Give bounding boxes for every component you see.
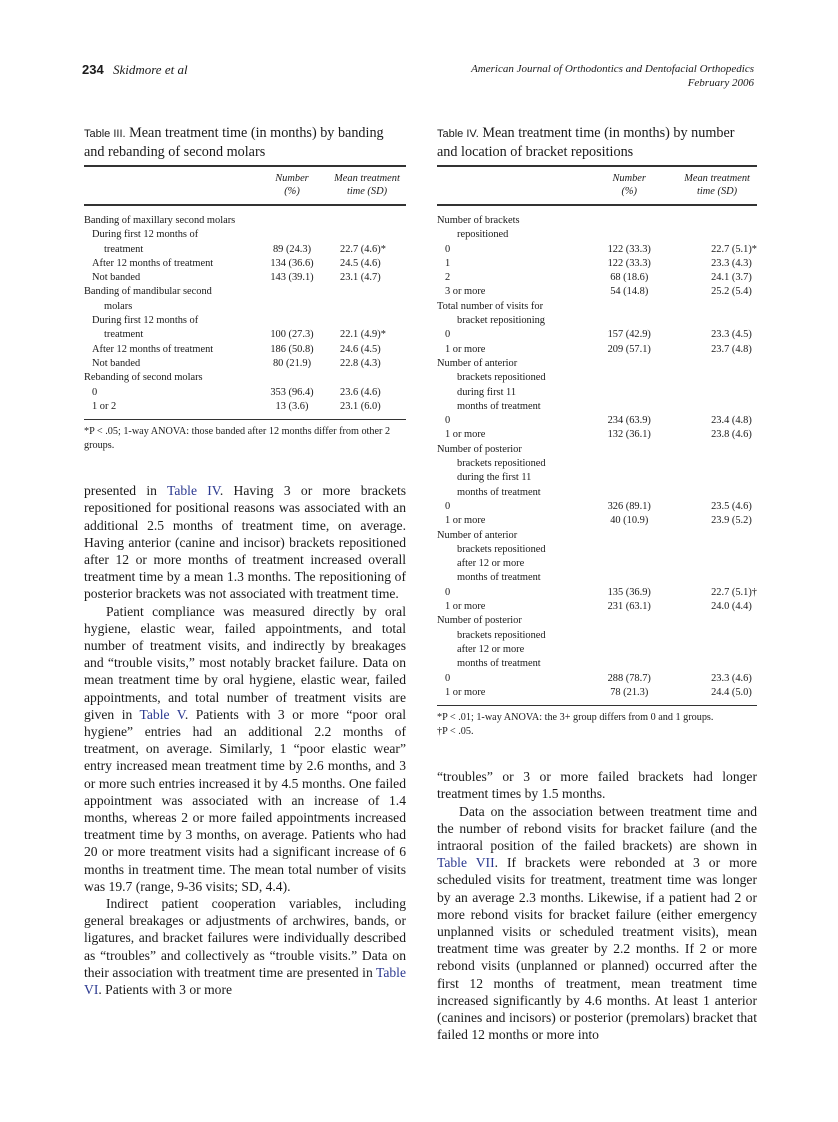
- table-row: [84, 228, 406, 242]
- table-iv-header-number: Number (%): [581, 166, 677, 205]
- row-mean-time: 23.7 (4.8): [711, 343, 752, 355]
- row-number: 209 (57.1): [607, 343, 651, 355]
- row-label: months of treatment: [457, 658, 541, 670]
- row-number: 80 (21.9): [272, 357, 312, 369]
- table-row: [437, 543, 757, 557]
- row-label: bracket repositioning: [457, 315, 546, 327]
- row-mean-time: 22.1 (4.9)*: [340, 329, 386, 341]
- row-mean-time: [677, 614, 757, 628]
- row-number: 40 (10.9): [610, 515, 649, 527]
- paragraph: “troubles” or 3 or more failed brackets had longer treatment times by 1.5 months.: [437, 769, 757, 802]
- table-row: [437, 586, 757, 600]
- journal-name: American Journal of Orthodontics and Dentofacial Orthopedics: [471, 63, 754, 75]
- table-row: [437, 571, 757, 585]
- table-iv-header-mean: Mean treatment time (SD): [677, 166, 757, 205]
- table-row: [84, 285, 406, 299]
- row-number: [581, 629, 677, 643]
- row-label: molars: [104, 300, 133, 312]
- row-number: [581, 557, 677, 571]
- row-label: Not banded: [92, 357, 141, 369]
- table-row: [437, 400, 757, 414]
- row-mean-time: [677, 457, 757, 471]
- table-row: [84, 343, 406, 357]
- row-label: 3 or more: [445, 286, 486, 298]
- table-row: [437, 643, 757, 657]
- row-label: brackets repositioned: [457, 458, 546, 470]
- row-number: [581, 357, 677, 371]
- row-number: [581, 400, 677, 414]
- row-mean-time: [677, 228, 757, 242]
- row-number: [581, 205, 677, 228]
- table-row: [84, 243, 406, 257]
- row-label: brackets repositioned: [457, 543, 546, 555]
- row-number: [581, 457, 677, 471]
- table-iv-caption-text: Mean treatment time (in months) by number and location of bracket repositions: [437, 125, 735, 160]
- row-number: [581, 543, 677, 557]
- journal-issue: February 2006: [687, 77, 754, 89]
- row-label: Banding of maxillary second molars: [84, 215, 236, 226]
- table-row: [437, 514, 757, 528]
- row-label: Number of posterior: [437, 615, 522, 627]
- row-number: 13 (3.6): [256, 400, 328, 420]
- table-iv-caption: [437, 124, 757, 161]
- row-label: 1 or more: [437, 686, 581, 706]
- row-number: 157 (42.9): [607, 329, 651, 341]
- row-mean-time: 23.1 (6.0): [328, 400, 406, 420]
- row-number: [581, 529, 677, 543]
- row-mean-time: [677, 643, 757, 657]
- row-label: during the first 11: [457, 472, 532, 484]
- row-number: 326 (89.1): [607, 500, 651, 512]
- row-mean-time: [677, 443, 757, 457]
- table-row: [84, 314, 406, 328]
- row-number: [581, 471, 677, 485]
- row-mean-time: 23.3 (4.6): [711, 672, 752, 684]
- table-row: [84, 357, 406, 371]
- row-mean-time: [677, 386, 757, 400]
- table-row: [437, 357, 757, 371]
- table-iv-link[interactable]: Table IV: [166, 483, 220, 499]
- table-row: [437, 486, 757, 500]
- row-mean-time: 24.5 (4.6): [340, 257, 381, 269]
- row-number: [581, 300, 677, 314]
- table-iii-grid: [84, 165, 406, 420]
- table-iii-caption: [84, 124, 406, 161]
- row-mean-time: [677, 471, 757, 485]
- row-label: Number of anterior: [437, 529, 518, 541]
- row-label: months of treatment: [457, 400, 541, 412]
- row-label: after 12 or more: [457, 558, 525, 570]
- row-label: After 12 months of treatment: [92, 257, 214, 269]
- table-row: [437, 228, 757, 242]
- table-row: [437, 600, 757, 614]
- row-mean-time: [677, 629, 757, 643]
- table-iii-label: Table III.: [84, 128, 126, 140]
- row-number: [581, 371, 677, 385]
- row-number: 231 (63.1): [607, 601, 651, 613]
- row-number: [581, 643, 677, 657]
- row-mean-time: [328, 285, 406, 299]
- table-row: [437, 657, 757, 671]
- row-number: [256, 314, 328, 328]
- row-number: 353 (96.4): [270, 386, 314, 398]
- row-label: 0: [445, 243, 451, 255]
- table-row: [437, 343, 757, 357]
- row-mean-time: 22.8 (4.3): [340, 357, 381, 369]
- row-mean-time: [677, 557, 757, 571]
- row-mean-time: [677, 543, 757, 557]
- table-row: [437, 557, 757, 571]
- row-mean-time: 23.9 (5.2): [711, 515, 752, 527]
- row-mean-time: [328, 371, 406, 385]
- table-row: [437, 672, 757, 686]
- row-number: 288 (78.7): [607, 672, 651, 684]
- table-iii-caption-text: Mean treatment time (in months) by banding and rebanding of second molars: [84, 125, 384, 160]
- row-mean-time: 24.1 (3.7): [711, 272, 752, 284]
- row-mean-time: 22.7 (4.6)*: [340, 243, 386, 255]
- row-mean-time: 24.6 (4.5): [340, 343, 381, 355]
- table-row: [437, 328, 757, 342]
- row-number: [256, 300, 328, 314]
- row-number: [581, 314, 677, 328]
- row-label: 2: [445, 272, 451, 284]
- table-iii: [84, 124, 406, 453]
- table-row: [84, 328, 406, 342]
- table-vi-link[interactable]: Table VI: [84, 964, 406, 998]
- row-mean-time: [328, 314, 406, 328]
- row-label: brackets repositioned: [457, 372, 546, 384]
- row-mean-time: [677, 657, 757, 671]
- row-mean-time: [677, 486, 757, 500]
- row-number: [581, 386, 677, 400]
- table-row: [437, 443, 757, 457]
- row-number: 132 (36.1): [607, 429, 651, 441]
- row-label: months of treatment: [457, 572, 541, 584]
- row-number: [581, 614, 677, 628]
- row-number: 134 (36.6): [270, 257, 314, 269]
- table-row: [437, 371, 757, 385]
- row-mean-time: [677, 571, 757, 585]
- table-row: [437, 243, 757, 257]
- row-mean-time: [677, 371, 757, 385]
- table-iv: [437, 124, 757, 739]
- row-number: [581, 657, 677, 671]
- row-label: months of treatment: [457, 486, 541, 498]
- table-row: [437, 457, 757, 471]
- row-number: 78 (21.3): [581, 686, 677, 706]
- row-mean-time: [677, 529, 757, 543]
- row-label: 1 or more: [445, 601, 486, 613]
- row-mean-time: 23.1 (4.7): [340, 272, 381, 284]
- table-row: [437, 285, 757, 299]
- table-row: [437, 386, 757, 400]
- table-row: [84, 205, 406, 228]
- row-mean-time: 23.4 (4.8): [711, 415, 752, 427]
- row-number: [581, 571, 677, 585]
- row-number: [581, 443, 677, 457]
- table-row: [84, 257, 406, 271]
- table-row: [437, 414, 757, 428]
- row-label: 1 or more: [445, 429, 486, 441]
- row-label: 0: [92, 386, 98, 398]
- row-number: 122 (33.3): [607, 243, 651, 255]
- row-mean-time: [677, 300, 757, 314]
- row-number: [256, 228, 328, 242]
- table-iii-footnote: *P < .05; 1-way ANOVA: those banded after 12 months differ from other 2 groups.: [84, 426, 391, 452]
- table-row: [437, 686, 757, 706]
- table-row: [437, 428, 757, 442]
- row-label: 1: [445, 257, 451, 269]
- row-mean-time: 23.8 (4.6): [711, 429, 752, 441]
- table-iv-grid: [437, 165, 757, 706]
- page-number: 234: [82, 62, 104, 77]
- table-row: [437, 614, 757, 628]
- row-label: brackets repositioned: [457, 629, 546, 641]
- table-row: [437, 257, 757, 271]
- right-body-text: [437, 768, 757, 1043]
- row-label: 1 or more: [445, 343, 486, 355]
- table-row: [437, 271, 757, 285]
- table-iv-header-label: [437, 166, 581, 205]
- table-iv-footnote-2: †P < .05.: [437, 726, 474, 738]
- table-iv-footnote-1: *P < .01; 1-way ANOVA: the 3+ group differs from 0 and 1 groups.: [437, 712, 714, 724]
- row-label: repositioned: [457, 229, 509, 241]
- row-label: After 12 months of treatment: [92, 343, 214, 355]
- row-number: [256, 285, 328, 299]
- row-label: 1 or more: [445, 515, 486, 527]
- row-mean-time: 24.0 (4.4): [711, 601, 752, 613]
- table-row: [437, 314, 757, 328]
- table-iv-footnotes: [437, 711, 757, 739]
- table-v-link[interactable]: Table V: [139, 706, 185, 722]
- table-iii-body: [84, 205, 406, 420]
- table-iv-label: Table IV.: [437, 128, 479, 140]
- row-label: 0: [445, 672, 451, 684]
- row-label: 1 or 2: [84, 400, 256, 420]
- row-number: [256, 371, 328, 385]
- table-row: [84, 371, 406, 385]
- running-header-left: [82, 62, 188, 78]
- row-label: Not banded: [92, 272, 141, 284]
- table-row: [437, 629, 757, 643]
- row-mean-time: [328, 300, 406, 314]
- left-column: [84, 124, 406, 998]
- table-row: [437, 529, 757, 543]
- row-label: Number of anterior: [437, 357, 518, 369]
- table-iii-header-mean: Mean treatment time (SD): [328, 166, 406, 205]
- row-mean-time: 23.6 (4.6): [340, 386, 381, 398]
- row-mean-time: 23.3 (4.3): [711, 257, 752, 269]
- row-number: 54 (14.8): [610, 286, 649, 298]
- running-header-right: [471, 62, 754, 90]
- right-column: [437, 124, 757, 1043]
- row-number: 135 (36.9): [607, 586, 651, 598]
- row-number: 68 (18.6): [610, 272, 649, 284]
- row-number: 89 (24.3): [272, 243, 312, 255]
- row-label: Rebanding of second molars: [84, 372, 203, 384]
- row-mean-time: [328, 205, 406, 228]
- row-label: Banding of mandibular second: [84, 286, 212, 298]
- row-label: during first 11: [457, 386, 517, 398]
- table-row: [437, 300, 757, 314]
- table-iii-header-label: [84, 166, 256, 205]
- table-row: [84, 400, 406, 420]
- row-number: [256, 205, 328, 228]
- row-mean-time: 25.2 (5.4): [711, 286, 752, 298]
- row-mean-time: 24.4 (5.0): [677, 686, 757, 706]
- row-label: treatment: [104, 243, 144, 255]
- table-row: [84, 271, 406, 285]
- row-mean-time: [328, 228, 406, 242]
- row-label: treatment: [104, 329, 144, 341]
- row-number: [581, 228, 677, 242]
- table-iv-body: [437, 205, 757, 706]
- row-number: 143 (39.1): [270, 272, 314, 284]
- row-number: 234 (63.9): [607, 415, 651, 427]
- table-row: [84, 386, 406, 400]
- table-row: [437, 205, 757, 228]
- row-mean-time: 22.7 (5.1)†: [711, 586, 757, 598]
- row-number: [581, 486, 677, 500]
- row-label: Number of posterior: [437, 443, 522, 455]
- row-label: 0: [445, 329, 451, 341]
- running-authors: Skidmore et al: [112, 62, 188, 77]
- row-number: 122 (33.3): [607, 257, 651, 269]
- row-number: 100 (27.3): [270, 329, 314, 341]
- row-label: 0: [445, 586, 451, 598]
- row-mean-time: [677, 357, 757, 371]
- table-vii-link[interactable]: Table VII: [437, 855, 495, 871]
- row-label: 0: [445, 415, 451, 427]
- table-row: [84, 300, 406, 314]
- row-number: 186 (50.8): [270, 343, 314, 355]
- row-label: Total number of visits for: [437, 300, 544, 312]
- row-label: 0: [445, 500, 451, 512]
- row-mean-time: 23.5 (4.6): [711, 500, 752, 512]
- paragraph: Data on the association between treatment time and the number of rebond visits for bracket failure (and the intraoral position of the failed brackets) are shown in Table VII. If brackets were rebonded at 3 or more scheduled visits for treatment, treatment time was longer by an average 2.3 months. Likewise, if a patient had 2 or more rebond visits for bracket failure (either emergency unplanned visits or scheduled treatment visits), mean treatment time was greater by 2.2 months. If 2 or more rebond visits (unplanned or planned) occurred after the first 12 months of treatment, mean treatment time increased significantly by 4.6 months. At least 1 anterior (canines and incisors) or posterior (premolars) bracket that failed 12 months or more into: [437, 803, 757, 1043]
- paragraph: Patient compliance was measured directly by oral hygiene, elastic wear, failed appointments, and total number of treatment visits, and indirectly by breakages and “trouble visits,” most notably bracket failure. Data on mean treatment time by oral hygiene, elastic wear, failed appointments, and total number of treatment visits are given in Table V. Patients with 3 or more “poor oral hygiene” entries had an additional 2.2 months of treatment, on average. Similarly, 1 “poor elastic wear” entry increased mean treatment time by 2.6 months, and 3 or more such entries increased it by 4.5 months. One failed appointment was associated with an increase of 1.4 months, whereas 2 or more failed appointments increased treatment time by 3 months, on average. Patients who had 20 or more treatment visits had a significant increase of 6 months in treatment time. The mean total number of visits was 19.7 (range, 9-36 visits; SD, 4.4).: [84, 603, 406, 894]
- table-row: [437, 500, 757, 514]
- row-label: after 12 or more: [457, 643, 525, 655]
- paragraph: presented in Table IV. Having 3 or more brackets repositioned for positional reasons was associated with an additional 2.5 months of treatment time, on average. Having anterior (canine and incisor) brackets repositioned after 12 or more months of treatment increased overall treatment time by a mean 1.3 months. The repositioning of posterior brackets was not associated with treatment time.: [84, 483, 407, 602]
- paragraph: Indirect patient cooperation variables, including general breakages or adjustments of archwires, bands, or ligatures, and bracket failures were individually described as “troubles” and collectively as “trouble visits.” Data on their association with treatment time are presented in Table VI. Patients with 3 or more: [84, 896, 406, 998]
- table-row: [437, 471, 757, 485]
- row-label: During first 12 months of: [92, 229, 199, 241]
- left-body-text: [84, 482, 406, 998]
- row-mean-time: 22.7 (5.1)*: [711, 243, 757, 255]
- row-mean-time: 23.3 (4.5): [711, 329, 752, 341]
- row-label: Number of brackets: [437, 215, 520, 226]
- table-iii-header-number: Number (%): [256, 166, 328, 205]
- row-mean-time: [677, 205, 757, 228]
- row-mean-time: [677, 400, 757, 414]
- row-label: During first 12 months of: [92, 315, 199, 327]
- row-mean-time: [677, 314, 757, 328]
